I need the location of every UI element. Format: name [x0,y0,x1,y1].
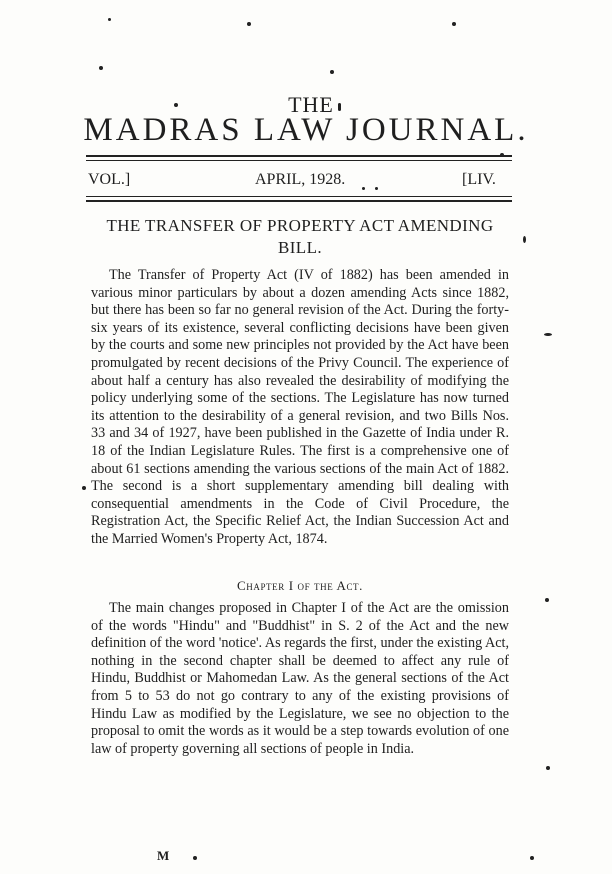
signature-mark: M [157,848,170,863]
article-body-2 [91,600,509,758]
print-speck [544,333,552,336]
paragraph-1: The Transfer of Property Act (IV of 1882) has been amended in various minor particulars by about a dozen amending Acts since 1882, but there has been so far no general revision of the Act. During the forty-six years of its existence, several conflicting decisions have been given by the courts and some new principles not provided by the Act have been promulgated by recent decisions of the Privy Council. The experience of about half a century has also revealed the desirability of modifying the policy underlying some of the sections. The Legislature has now turned its attention to the desirability of a general revision, and two Bills Nos. 33 and 34 of 1927, have been published in the Gazette of India under R. 18 of the Indian Legislature Rules. The first is a comprehensive one of about 61 sections amending the various sections of the main Act of 1882. The second is a short supplementary amending bill dealing with consequential amendments in the Code of Civil Procedure, the Registration Act, the Specific Relief Act, the Indian Succession Act and the Married Women's Property Act, 1874. [91,267,509,547]
print-speck [82,486,86,490]
article-body-1 [91,267,509,549]
top-thin-rule [86,160,512,161]
bottom-double-rule [86,200,512,202]
print-speck [523,236,526,243]
top-double-rule [86,155,512,157]
page-marker: [LIV. [462,171,496,188]
print-speck [108,18,111,21]
print-speck [193,856,197,860]
print-speck [247,22,251,26]
article-title: THE TRANSFER OF PROPERTY ACT AMENDING BILL. [106,216,494,257]
bottom-thin-rule [86,196,512,197]
print-speck [99,66,103,70]
print-speck [545,598,549,602]
issue-date: APRIL, 1928. [255,171,346,188]
print-speck [546,766,550,770]
print-speck [452,22,456,26]
chapter-heading: Chapter I of the Act. [236,578,364,593]
print-speck [330,70,334,74]
print-speck [530,856,534,860]
volume-label: VOL.] [88,171,131,188]
print-speck [362,187,365,190]
masthead-the: THE [288,92,334,117]
journal-title: MADRAS LAW JOURNAL. [83,112,529,148]
paragraph-2: The main changes proposed in Chapter I of the Act are the omission of the words "Hindu" and "Buddhist" in S. 2 of the Act and the new definition of the word 'notice'. As regards the first, under the existing Act, nothing in the second chapter shall be deemed to affect any rule of Hindu, Buddhist or Mahomedan Law. As the general sections of the Act from 5 to 53 do not go contrary to any of the existing provisions of Hindu Law as modified by the Legislature, we see no objection to the proposal to omit the words as it would be a step towards evolution of one law of property governing all sections of people in India. [91,600,509,757]
print-speck [375,187,378,190]
